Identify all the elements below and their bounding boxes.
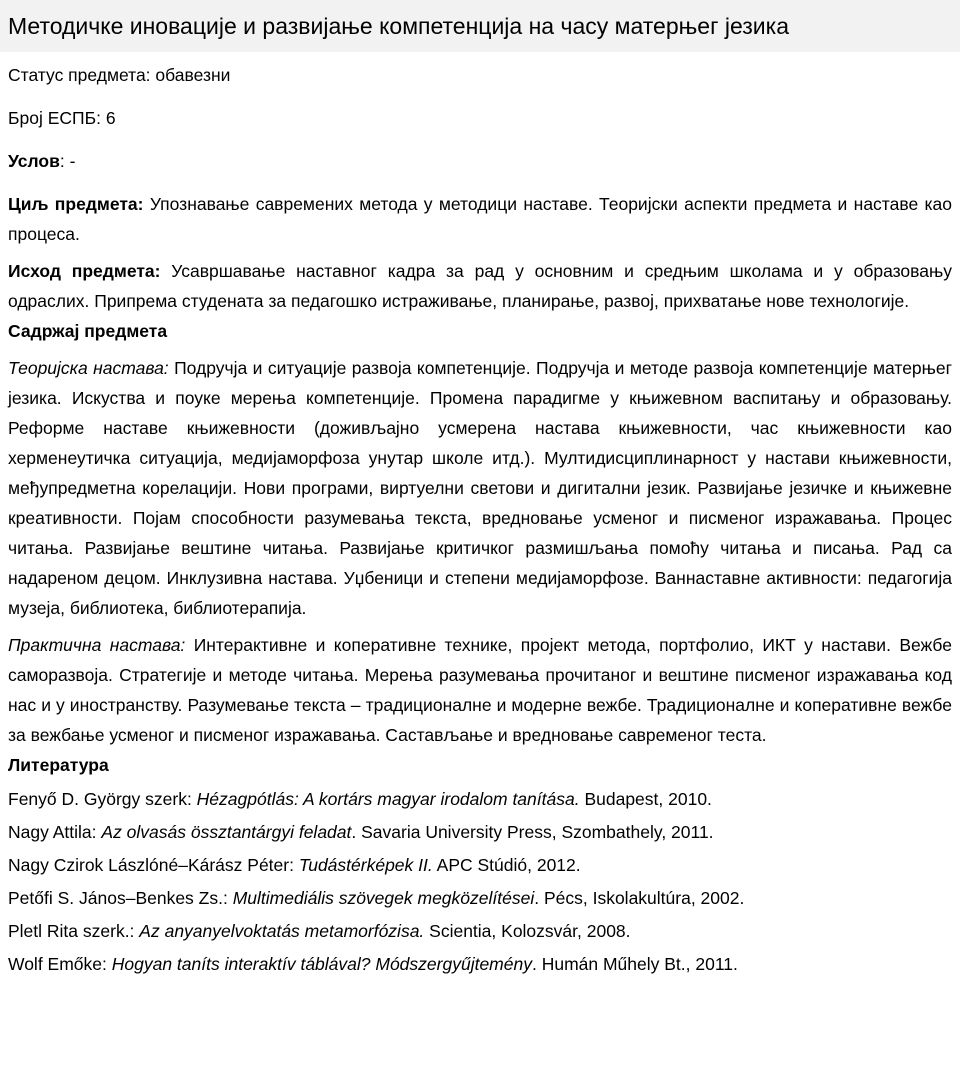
lit-title: Az olvasás össztantárgyi feladat xyxy=(101,822,352,842)
lit-author: Petőfi S. János–Benkes Zs.: xyxy=(8,888,233,908)
teorijska-paragraph xyxy=(8,353,952,623)
uslov-value: : - xyxy=(59,151,76,171)
literatura-heading: Литература xyxy=(8,755,109,775)
literatura-item xyxy=(8,816,952,849)
lit-author: Pletl Rita szerk.: xyxy=(8,921,140,941)
ishod-text: Усавршавање наставног кадра за рад у основним и средњим школама и у образовању одраслих. Припрема студената за педагошко истраживање, планирање, развој, прихватање нове технологије. xyxy=(8,261,952,311)
lit-title: Hézagpótlás: A kortárs magyar irodalom tanítása. xyxy=(196,789,580,809)
status-label: Статус предмета: xyxy=(8,65,151,85)
prakticna-label: Практична настава: xyxy=(8,635,186,655)
lit-title: Multimediális szövegek megközelítései xyxy=(232,888,535,908)
espb-label: Број ЕСПБ: xyxy=(8,108,101,128)
lit-author: Wolf Emőke: xyxy=(8,954,112,974)
cilj-label: Циљ предмета: xyxy=(8,194,144,214)
lit-publisher: . Savaria University Press, Szombathely, 2011. xyxy=(351,822,714,842)
page-title: Методичке иновације и развијање компетенција на часу матерњег језика xyxy=(8,13,790,39)
status-line xyxy=(8,60,952,90)
ishod-paragraph xyxy=(8,256,952,316)
lit-title: Az anyanyelvoktatás metamorfózisa. xyxy=(139,921,425,941)
lit-publisher: . Pécs, Iskolakultúra, 2002. xyxy=(534,888,745,908)
prakticna-paragraph xyxy=(8,630,952,750)
lit-author: Fenyő D. György szerk: xyxy=(8,789,197,809)
lit-publisher: . Humán Műhely Bt., 2011. xyxy=(531,954,738,974)
ishod-label: Исход предмета: xyxy=(8,261,161,281)
literatura-item xyxy=(8,915,952,948)
literatura-list xyxy=(8,783,952,981)
sadrzaj-heading: Садржај предмета xyxy=(8,321,168,341)
literatura-item xyxy=(8,849,952,882)
lit-title: Tudástérképek II. xyxy=(298,855,433,875)
lit-publisher: Scientia, Kolozsvár, 2008. xyxy=(424,921,631,941)
teorijska-text: Подручја и ситуације развоја компетенције. Подручја и методе развоја компетенције матерњег језика. Искуства и поуке мерења компетенције. Промена парадигме у књижевном васпитању и образовању. Реформе наставе књижевности (доживљајно усмерена настава књижевности, час књижевности као херменеутичка ситуација, медијаморфоза унутар школе итд.). Мултидисциплинарност у настави књижевности, међупредметна корелацији. Нови програми, виртуелни светови и дигитални језик. Развијање језичке и књижевне креативности. Појам способности разумевања текста, вредновање усменог и писменог изражавања. Процес читања. Развијање вештине читања. Развијање критичког размишљања помоћу читања и писања. Рад са надареном децом. Инклузивна настава. Уџбеници и степени медијаморфозе. Ваннаставне активности: педагогија музеја, библиотека, библиотерапија. xyxy=(8,358,952,618)
teorijska-label: Теоријска настава: xyxy=(8,358,169,378)
espb-line xyxy=(8,103,952,133)
cilj-text: Упознавање савремених метода у методици наставе. Теоријски аспекти предмета и наставе као процеса. xyxy=(8,194,953,244)
status-value: обавезни xyxy=(155,65,231,85)
uslov-label: Услов xyxy=(8,151,60,171)
literatura-item xyxy=(8,783,952,816)
prakticna-text: Интерактивне и коперативне технике, пројект метода, портфолио, ИКТ у настави. Вежбе саморазвоја. Стратегије и методе читања. Мерења разумевања прочитаног и вештине писменог изражавања код нас и у иностранству. Разумевање текста – традиционалне и модерне вежбе. Традиционалне и коперативне вежбе за вежбање усменог и писменог изражавања. Састављање и вредновање савременог теста. xyxy=(8,635,952,745)
lit-author: Nagy Czirok Lászlóné–Kárász Péter: xyxy=(8,855,299,875)
espb-value: 6 xyxy=(105,108,116,128)
lit-publisher: Budapest, 2010. xyxy=(579,789,712,809)
literatura-item xyxy=(8,882,952,915)
lit-author: Nagy Attila: xyxy=(8,822,102,842)
literatura-item xyxy=(8,948,952,981)
cilj-paragraph xyxy=(8,189,952,249)
title-bar xyxy=(0,0,960,52)
lit-publisher: APC Stúdió, 2012. xyxy=(432,855,581,875)
uslov-line xyxy=(8,146,952,176)
document-content xyxy=(8,60,952,981)
lit-title: Hogyan taníts interaktív táblával? Módszergyűjtemény xyxy=(111,954,532,974)
